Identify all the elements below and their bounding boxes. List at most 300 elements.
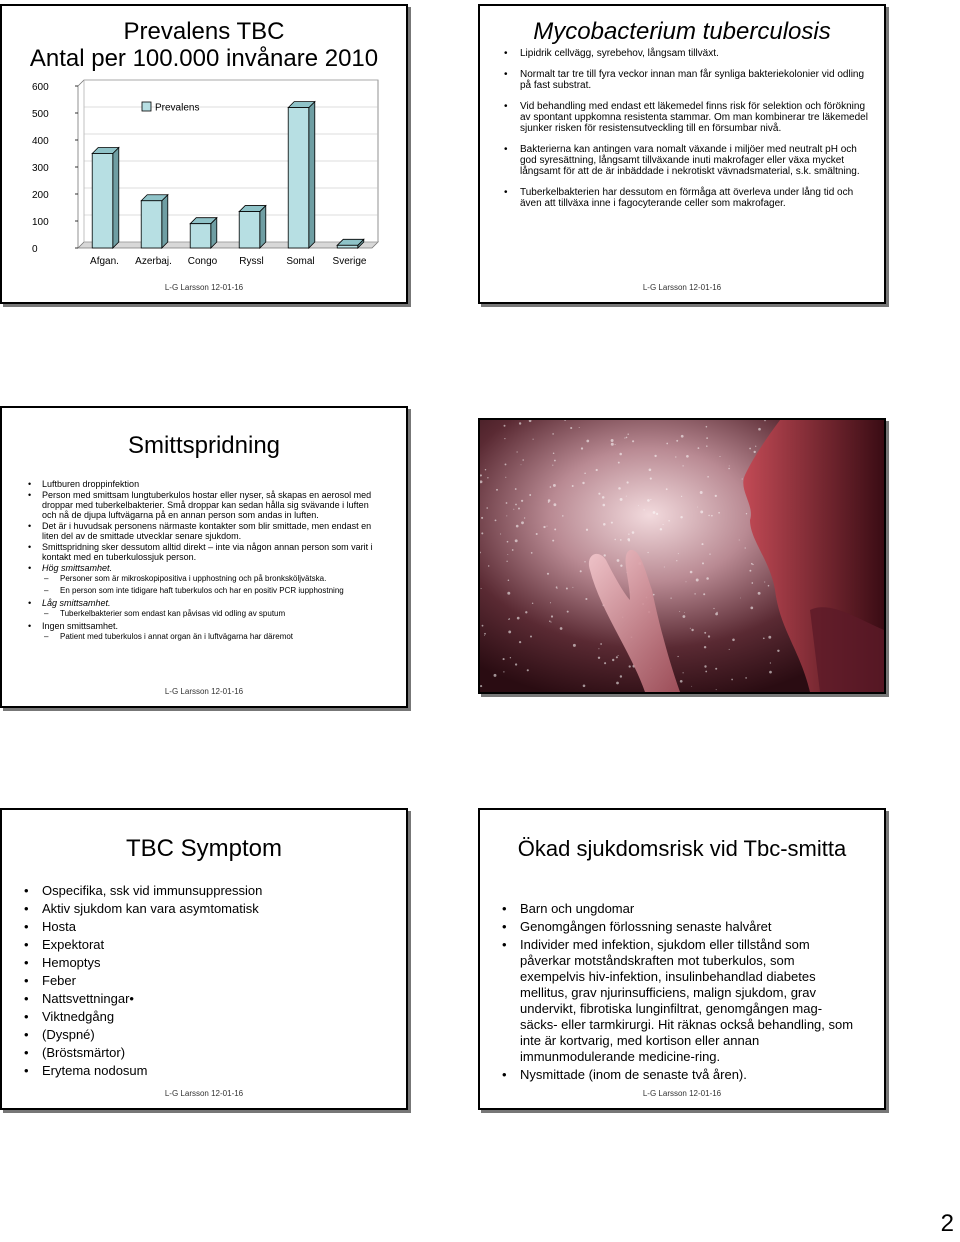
droplet [566,588,568,590]
droplet [684,612,685,613]
slide-smittspridning [0,406,408,708]
bullet-item: • (Bröstsmärtor) [18,1045,388,1061]
droplet [549,621,550,622]
droplet [504,438,505,439]
droplet [666,488,668,490]
droplet [598,493,600,495]
droplet [503,671,504,672]
droplet [617,559,620,562]
droplet [517,451,518,452]
y-tick-label: 600 [32,82,49,93]
slide-footer: L-G Larsson 12-01-16 [642,283,722,292]
droplet [619,453,622,456]
droplet [582,482,584,484]
droplet [612,659,614,661]
droplet [740,598,741,599]
bullet-item: • Hemoptys [18,955,388,971]
bullet-list [18,883,388,1081]
page-number: 2 [940,1210,954,1237]
x-tick-label: Somal [286,256,315,267]
droplet [750,607,753,610]
droplet [527,669,529,671]
droplet [729,649,730,650]
droplet [628,533,629,534]
bullet-list [28,479,378,644]
droplet [742,478,743,479]
droplet [706,426,708,428]
bullet-item: • Tuberkelbakterien har dessutom en förmåga att överleva under lång tid och även att tillväxa inne i fagocyterande celler som makrofager. [502,187,872,209]
droplet [680,680,683,683]
droplet [719,456,720,457]
droplet [718,512,720,514]
sub-bullet-item: – Tuberkelbakterier som endast kan påvisas vid odling av sputum [28,609,378,619]
slide-footer: L-G Larsson 12-01-16 [642,1089,722,1098]
droplet [507,592,510,595]
droplet [519,422,521,424]
droplet [715,668,717,670]
droplet [572,587,573,588]
droplet [516,525,519,528]
bullet-item: • Lipidrik cellvägg, syrebehov, långsam tillväxt. [502,48,872,59]
droplet [580,570,582,572]
droplet [745,677,747,679]
bullet-item: • Det är i huvudsak personens närmaste kontakter som blir smittade, men endast en liten del av de smittade utvecklar senare sjukdom. [28,521,378,541]
droplet [713,608,714,609]
droplet [680,516,682,518]
droplet [675,456,676,457]
droplet [481,532,483,534]
bar-side [260,206,266,248]
droplet [536,533,538,535]
droplet [517,617,520,620]
droplet [598,657,600,659]
droplet [519,641,521,643]
bar [288,108,309,248]
droplet [777,650,779,652]
droplet [480,685,482,687]
droplet [485,469,486,470]
droplet [691,686,692,687]
droplet [705,671,707,673]
droplet [690,628,691,629]
droplet [754,451,756,453]
droplet [600,643,602,645]
droplet [562,515,564,517]
droplet [553,484,556,487]
chart-wall [78,80,378,248]
droplet [701,543,703,545]
droplet [554,528,556,530]
droplet [554,460,556,462]
droplet [681,435,684,438]
droplet [611,439,614,442]
droplet [649,468,652,471]
droplet [664,567,665,568]
droplet [620,539,622,541]
droplet [550,486,552,488]
slide-title: Mycobacterium tuberculosis [533,18,831,45]
bar [337,245,358,248]
droplet [504,425,506,427]
droplet [704,632,706,634]
droplet [506,515,507,516]
bullet-item: • Viktnedgång [18,1009,388,1025]
droplet [521,521,524,524]
bar-side [162,195,168,248]
droplet [522,459,524,461]
droplet [627,481,629,483]
y-tick-label: 0 [32,244,38,255]
droplet [552,540,554,542]
droplet [494,674,497,677]
droplet [616,656,618,658]
droplet [706,445,708,447]
droplet [521,464,522,465]
droplet [755,446,756,447]
bar-side [309,102,315,248]
droplet [503,658,505,660]
droplet [611,443,614,446]
droplet [758,592,761,595]
droplet [682,615,685,618]
droplet [596,469,598,471]
droplet [579,427,580,428]
droplet [618,462,620,464]
droplet [508,580,510,582]
y-tick-label: 500 [32,109,49,120]
x-tick-label: Azerbaj. [135,256,172,267]
droplet [629,665,631,667]
droplet [570,427,572,429]
droplet [604,554,606,556]
droplet [508,630,511,633]
droplet [739,540,740,541]
x-tick-label: Sverige [332,256,367,267]
droplet [507,554,508,555]
bullet-item: • Individer med infektion, sjukdom eller tillstånd som påverkar motståndskraften mot tuberkulos, som exempelvis hiv-infektion, insulinbehandlad diabetes mellitus, grav njurinsufficiens, malign sjukdom, grav undervikt, fibrotiska lunginfiltrat, genomgången mag-säcks- eller tarmkirurgi. Hit räknas också behandling, som inte är kortvarig, med kortison eller annan immunmodulerande medicine-ring. [496,937,856,1065]
droplet [663,524,664,525]
bullet-item: • Hög smittsamhet. [28,563,378,573]
droplet [615,539,616,540]
droplet [648,552,649,553]
droplet [521,500,523,502]
droplet [581,447,583,449]
droplet [678,553,679,554]
droplet [515,504,517,506]
bullet-item: • Genomgången förlossning senaste halvåret [496,919,856,935]
droplet [660,528,662,530]
droplet [550,622,551,623]
droplet [484,633,486,635]
droplet [706,437,708,439]
droplet [603,504,606,507]
x-tick-label: Afgan. [90,256,119,267]
slide-title-line2: Antal per 100.000 invånare 2010 [29,45,379,72]
bullet-item: • Aktiv sjukdom kan vara asymtomatisk [18,901,388,917]
droplet [552,433,554,435]
droplet [732,639,735,642]
droplet [769,671,772,674]
droplet [715,613,718,616]
droplet [653,594,655,596]
droplet [552,465,553,466]
droplet [547,526,548,527]
droplet [529,494,531,496]
droplet [603,523,606,526]
droplet [653,511,656,514]
droplet [749,448,751,450]
x-tick-label: Ryssl [239,256,264,267]
slide-sneeze-photo [478,418,886,694]
droplet [676,440,678,442]
droplet [656,513,658,515]
droplet [745,547,746,548]
droplet [728,468,730,470]
droplet [626,496,627,497]
droplet [679,611,680,612]
bullet-item: • Ospecifika, ssk vid immunsuppression [18,883,388,899]
droplet [505,477,506,478]
bullet-item: • Hosta [18,919,388,935]
droplet [533,439,534,440]
droplet [698,447,700,449]
droplet [524,517,525,518]
droplet [586,440,589,443]
droplet [525,611,527,613]
droplet [567,611,569,613]
droplet [716,689,717,690]
droplet [602,496,605,499]
droplet [700,491,703,494]
slide-risk [478,808,886,1110]
droplet [751,582,753,584]
droplet [560,627,563,630]
droplet [512,549,514,551]
droplet [620,565,622,567]
droplet [654,455,656,457]
droplet [615,444,616,445]
droplet [510,657,511,658]
droplet [677,656,678,657]
slide-prevalence [0,4,408,304]
droplet [686,581,687,582]
droplet [711,515,713,517]
droplet [752,564,753,565]
y-tick-label: 200 [32,190,49,201]
droplet [507,541,509,543]
droplet [632,531,635,534]
droplet [496,489,498,491]
droplet [488,565,489,566]
droplet [697,507,698,508]
droplet [620,675,622,677]
droplet [583,685,586,688]
bullet-item: • Ingen smittsamhet. [28,621,378,631]
droplet [704,665,706,667]
droplet [586,529,588,531]
droplet [626,437,628,439]
bullet-item: • Feber [18,973,388,989]
bullet-list [496,901,856,1085]
droplet [770,662,771,663]
droplet [729,465,730,466]
legend-label: Prevalens [155,102,200,114]
droplet [696,579,699,582]
droplet [627,433,628,434]
droplet [532,603,533,604]
droplet [706,577,709,580]
droplet [690,571,693,574]
bullet-item: • Normalt tar tre till fyra veckor innan man får synliga bakteriekolonier vid odling på fast substrat. [502,69,872,91]
droplet [553,452,555,454]
slide-tbc-symptom [0,808,408,1110]
sub-bullet-item: – Personer som är mikroskopipositiva i upphostning och på bronksköljvätska. [28,574,378,584]
prevalence-chart [2,76,406,286]
bullet-item: • Vid behandling med endast ett läkemedel finns risk för selektion och förökning av spontant uppkomna resistenta stammar. Om man kombinerar tre läkemedel sjunker risken för resistensutveckling till en försumbar nivå. [502,101,872,134]
slide-mycobacterium [478,4,886,304]
droplet [715,495,717,497]
bullet-item: • Luftburen droppinfektion [28,479,378,489]
slide-title: Ökad sjukdomsrisk vid Tbc-smitta [517,836,847,861]
droplet [547,573,549,575]
droplet [768,585,770,587]
droplet [638,505,639,506]
bar [190,224,211,248]
bullet-item: • Låg smittsamhet. [28,598,378,608]
bar-side [113,148,119,249]
bullet-item: • Barn och ungdomar [496,901,856,917]
droplet [731,679,733,681]
y-tick-label: 300 [32,163,49,174]
droplet [584,473,586,475]
droplet [763,637,765,639]
droplet [481,517,483,519]
droplet [632,440,634,442]
droplet [585,598,587,600]
droplet [506,502,508,504]
bullet-item: • Expektorat [18,937,388,953]
droplet [505,463,507,465]
droplet [707,476,709,478]
slide-title: Smittspridning [127,432,281,459]
y-tick-label: 100 [32,217,49,228]
bullet-list [502,48,872,219]
bullet-item: • Nysmittade (inom de senaste två åren). [496,1067,856,1083]
sub-bullet-item: – Patient med tuberkulos i annat organ än i luftvägarna har däremot [28,632,378,642]
droplet [624,438,625,439]
slide-footer: L-G Larsson 12-01-16 [164,283,244,292]
droplet [691,629,693,631]
droplet [530,635,532,637]
bar [239,212,260,248]
bar [92,154,113,249]
droplet [694,593,695,594]
droplet [749,570,751,572]
droplet [681,496,682,497]
droplet [551,615,553,617]
droplet [758,428,761,431]
droplet [709,553,710,554]
droplet [556,586,558,588]
droplet [702,562,704,564]
droplet [548,501,550,503]
droplet [644,509,645,510]
droplet [704,646,706,648]
droplet [487,477,488,478]
slide-footer: L-G Larsson 12-01-16 [164,1089,244,1098]
droplet [650,499,651,500]
droplet [481,588,482,589]
droplet [682,465,683,466]
bullet-item: • Nattsvettningar• [18,991,388,1007]
slide-footer: L-G Larsson 12-01-16 [164,687,244,696]
droplet [486,507,488,509]
droplet [746,513,747,514]
droplet [650,478,652,480]
bullet-item: • Erytema nodosum [18,1063,388,1079]
droplet [683,672,684,673]
droplet [482,625,484,627]
slide-title-line1: Prevalens TBC [123,18,285,45]
bullet-item: • Smittspridning sker dessutom alltid direkt – inte via någon annan person som varit i kontakt med en tuberkulossjuk person. [28,542,378,562]
droplet [668,520,669,521]
chart-floor [78,242,378,248]
bullet-item: • (Dyspné) [18,1027,388,1043]
slide-title: TBC Symptom [125,835,283,862]
legend-swatch [142,102,151,111]
droplet [618,487,621,490]
droplet [553,503,556,506]
droplet [666,443,668,445]
droplet [708,515,709,516]
droplet [598,648,599,649]
droplet [584,561,585,562]
droplet [506,561,507,562]
droplet [572,485,574,487]
droplet [700,510,703,513]
droplet [620,498,623,501]
y-tick-label: 400 [32,136,49,147]
droplet [515,663,517,665]
droplet [628,540,630,542]
droplet [616,682,619,685]
droplet [500,533,501,534]
droplet [484,635,485,636]
droplet [618,655,619,656]
droplet [708,635,710,637]
droplet [556,588,557,589]
droplet [513,509,514,510]
bullet-item: • Bakterierna kan antingen vara nomalt växande i miljöer med neutralt pH och god syresättning, långsamt tillväxande inuti makrofager eller växa mycket långsamt för att de är inbäddade i nekrotiskt vävnadsmaterial, s.k. smältning. [502,144,872,177]
droplet [515,488,517,490]
droplet [676,560,677,561]
droplet [573,644,576,647]
droplet [515,539,518,542]
droplet [543,526,545,528]
droplet [686,455,689,458]
droplet [611,522,613,524]
droplet [495,519,497,521]
droplet [764,581,765,582]
droplet [768,636,771,639]
droplet [604,662,606,664]
droplet [670,597,671,598]
droplet [703,593,705,595]
droplet [509,618,510,619]
bar [141,201,162,248]
sneeze-photo [480,420,884,692]
droplet [647,499,650,502]
